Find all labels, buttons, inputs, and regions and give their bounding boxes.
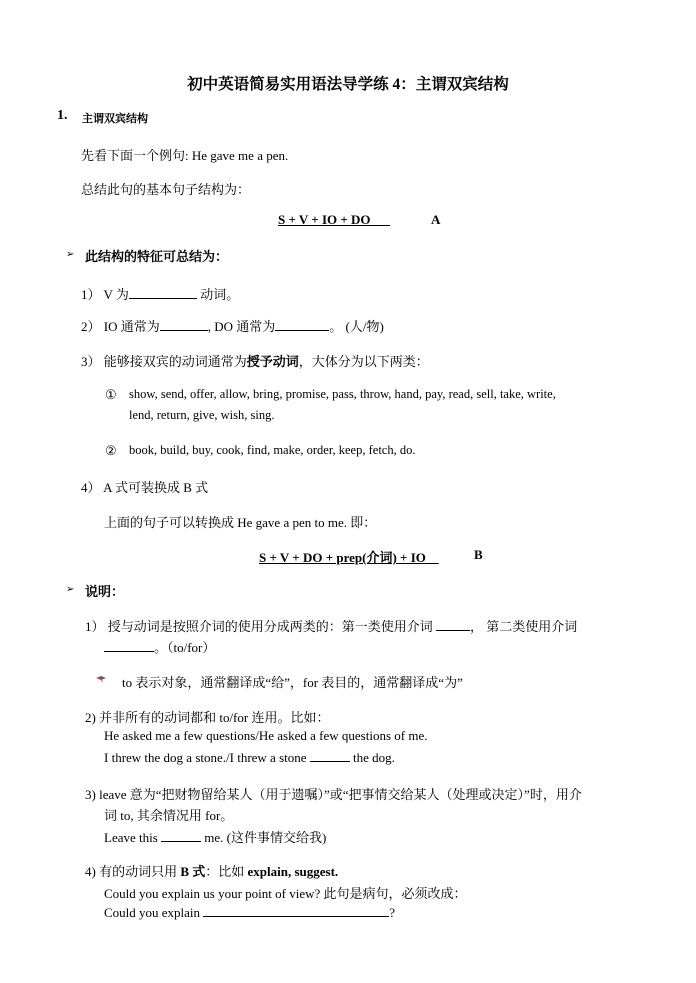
feature-item-1	[81, 284, 239, 303]
blank	[310, 749, 350, 762]
note-4-line1	[85, 861, 338, 880]
note-2-line3	[104, 749, 395, 766]
note-text: me. (这件事情交给我)	[204, 830, 327, 845]
item-number: 4）	[81, 480, 101, 495]
blank	[160, 318, 208, 331]
verb-list-1-line1: show, send, offer, allow, bring, promise, pass, throw, hand, pay, read, sell, take, write,	[129, 387, 556, 401]
formula-a-text: S + V + IO + DO	[278, 212, 371, 227]
item-text: ，大体分为以下两类：	[298, 354, 429, 369]
note-3-line3	[104, 827, 326, 846]
note-number: 1）	[85, 619, 105, 634]
item-text: 。 (人/物)	[329, 319, 384, 334]
note-text: ：比如	[205, 864, 245, 879]
feature-item-3	[81, 351, 429, 370]
formula-b	[259, 547, 439, 566]
verb-list-2: book, build, buy, cook, find, make, order, keep, fetch, do.	[129, 443, 416, 457]
blank	[203, 904, 389, 917]
item-number: 2）	[81, 319, 101, 334]
note-text: ?	[389, 905, 396, 920]
convert-text: 上面的句子可以转换成 He gave a pen to me. 即：	[104, 515, 377, 530]
note-2-line1: 2) 并非所有的动词都和 to/for 连用。比如：	[85, 710, 330, 725]
blank	[129, 286, 197, 299]
item-text: A 式可装换成 B 式	[103, 480, 209, 495]
note-4-line2: Could you explain us your point of view? 此句是病句，必须改成：	[104, 886, 467, 901]
note-text: I threw the dog a stone./I threw a stone	[104, 750, 307, 765]
note-3-line1: 3) leave 意为“把财物留给某人（用于遗嘱）”或“把事情交给某人（处理或决定）”时，用介	[85, 787, 582, 802]
example-intro: 先看下面一个例句: He gave me a pen.	[81, 148, 289, 163]
note-1-tip: to 表示对象，通常翻译成“给”，for 表目的，通常翻译成“为”	[122, 675, 463, 690]
section-number: 1.	[57, 108, 68, 123]
triangle-bullet-icon: ➢	[66, 584, 75, 595]
blank	[436, 618, 470, 631]
formula-a	[278, 212, 390, 228]
formula-b-tag: B	[474, 547, 483, 562]
blank	[275, 318, 329, 331]
item-emphasis: 授予动词	[246, 354, 299, 369]
item-text: V 为	[103, 287, 129, 302]
triangle-bullet-icon: ➢	[66, 249, 75, 260]
note-1-line2	[104, 637, 215, 656]
item-text: IO 通常为	[103, 319, 160, 334]
note-text: Leave this	[104, 830, 158, 845]
note-text: 授与动词是按照介词的使用分成两类的：第一类使用介词	[107, 619, 433, 634]
formula-b-text: S + V + DO + prep(介词) + IO	[259, 550, 426, 565]
blank	[161, 829, 201, 842]
formula-a-tag: A	[431, 212, 441, 227]
blank	[104, 639, 154, 652]
item-number: 3）	[81, 354, 101, 369]
feature-item-4	[81, 477, 208, 496]
notes-heading: 说明：	[85, 584, 125, 599]
list-marker-2: ②	[105, 443, 117, 458]
note-text: the dog.	[353, 750, 395, 765]
page-title: 初中英语简易实用语法导学练 4：主谓双宾结构	[187, 76, 509, 93]
pin-icon	[95, 672, 107, 688]
item-text: 动词。	[196, 287, 240, 302]
item-number: 1）	[81, 287, 101, 302]
item-text: , DO 通常为	[207, 319, 276, 334]
note-text: Could you explain	[104, 905, 201, 920]
feature-item-2	[81, 316, 384, 335]
note-emphasis: explain, suggest.	[247, 864, 339, 879]
item-text: 能够接双宾的动词通常为	[103, 354, 247, 369]
note-3-line2: 词 to, 其余情况用 for。	[104, 808, 234, 823]
note-1-line1	[85, 616, 577, 635]
note-text: 4) 有的动词只用	[85, 864, 178, 879]
verb-list-1-line2: lend, return, give, wish, sing.	[129, 408, 275, 422]
note-text: ， 第二类使用介词	[470, 619, 578, 634]
list-marker-1: ①	[105, 387, 117, 402]
summary-intro: 总结此句的基本句子结构为：	[81, 182, 251, 197]
note-emphasis: B 式	[180, 864, 206, 879]
features-heading: 此结构的特征可总结为：	[85, 249, 229, 264]
note-2-line2: He asked me a few questions/He asked a few questions of me.	[104, 728, 428, 743]
note-text: 。（to/for）	[154, 640, 216, 655]
section-heading: 主谓双宾结构	[82, 113, 148, 125]
note-4-line3	[104, 904, 395, 921]
